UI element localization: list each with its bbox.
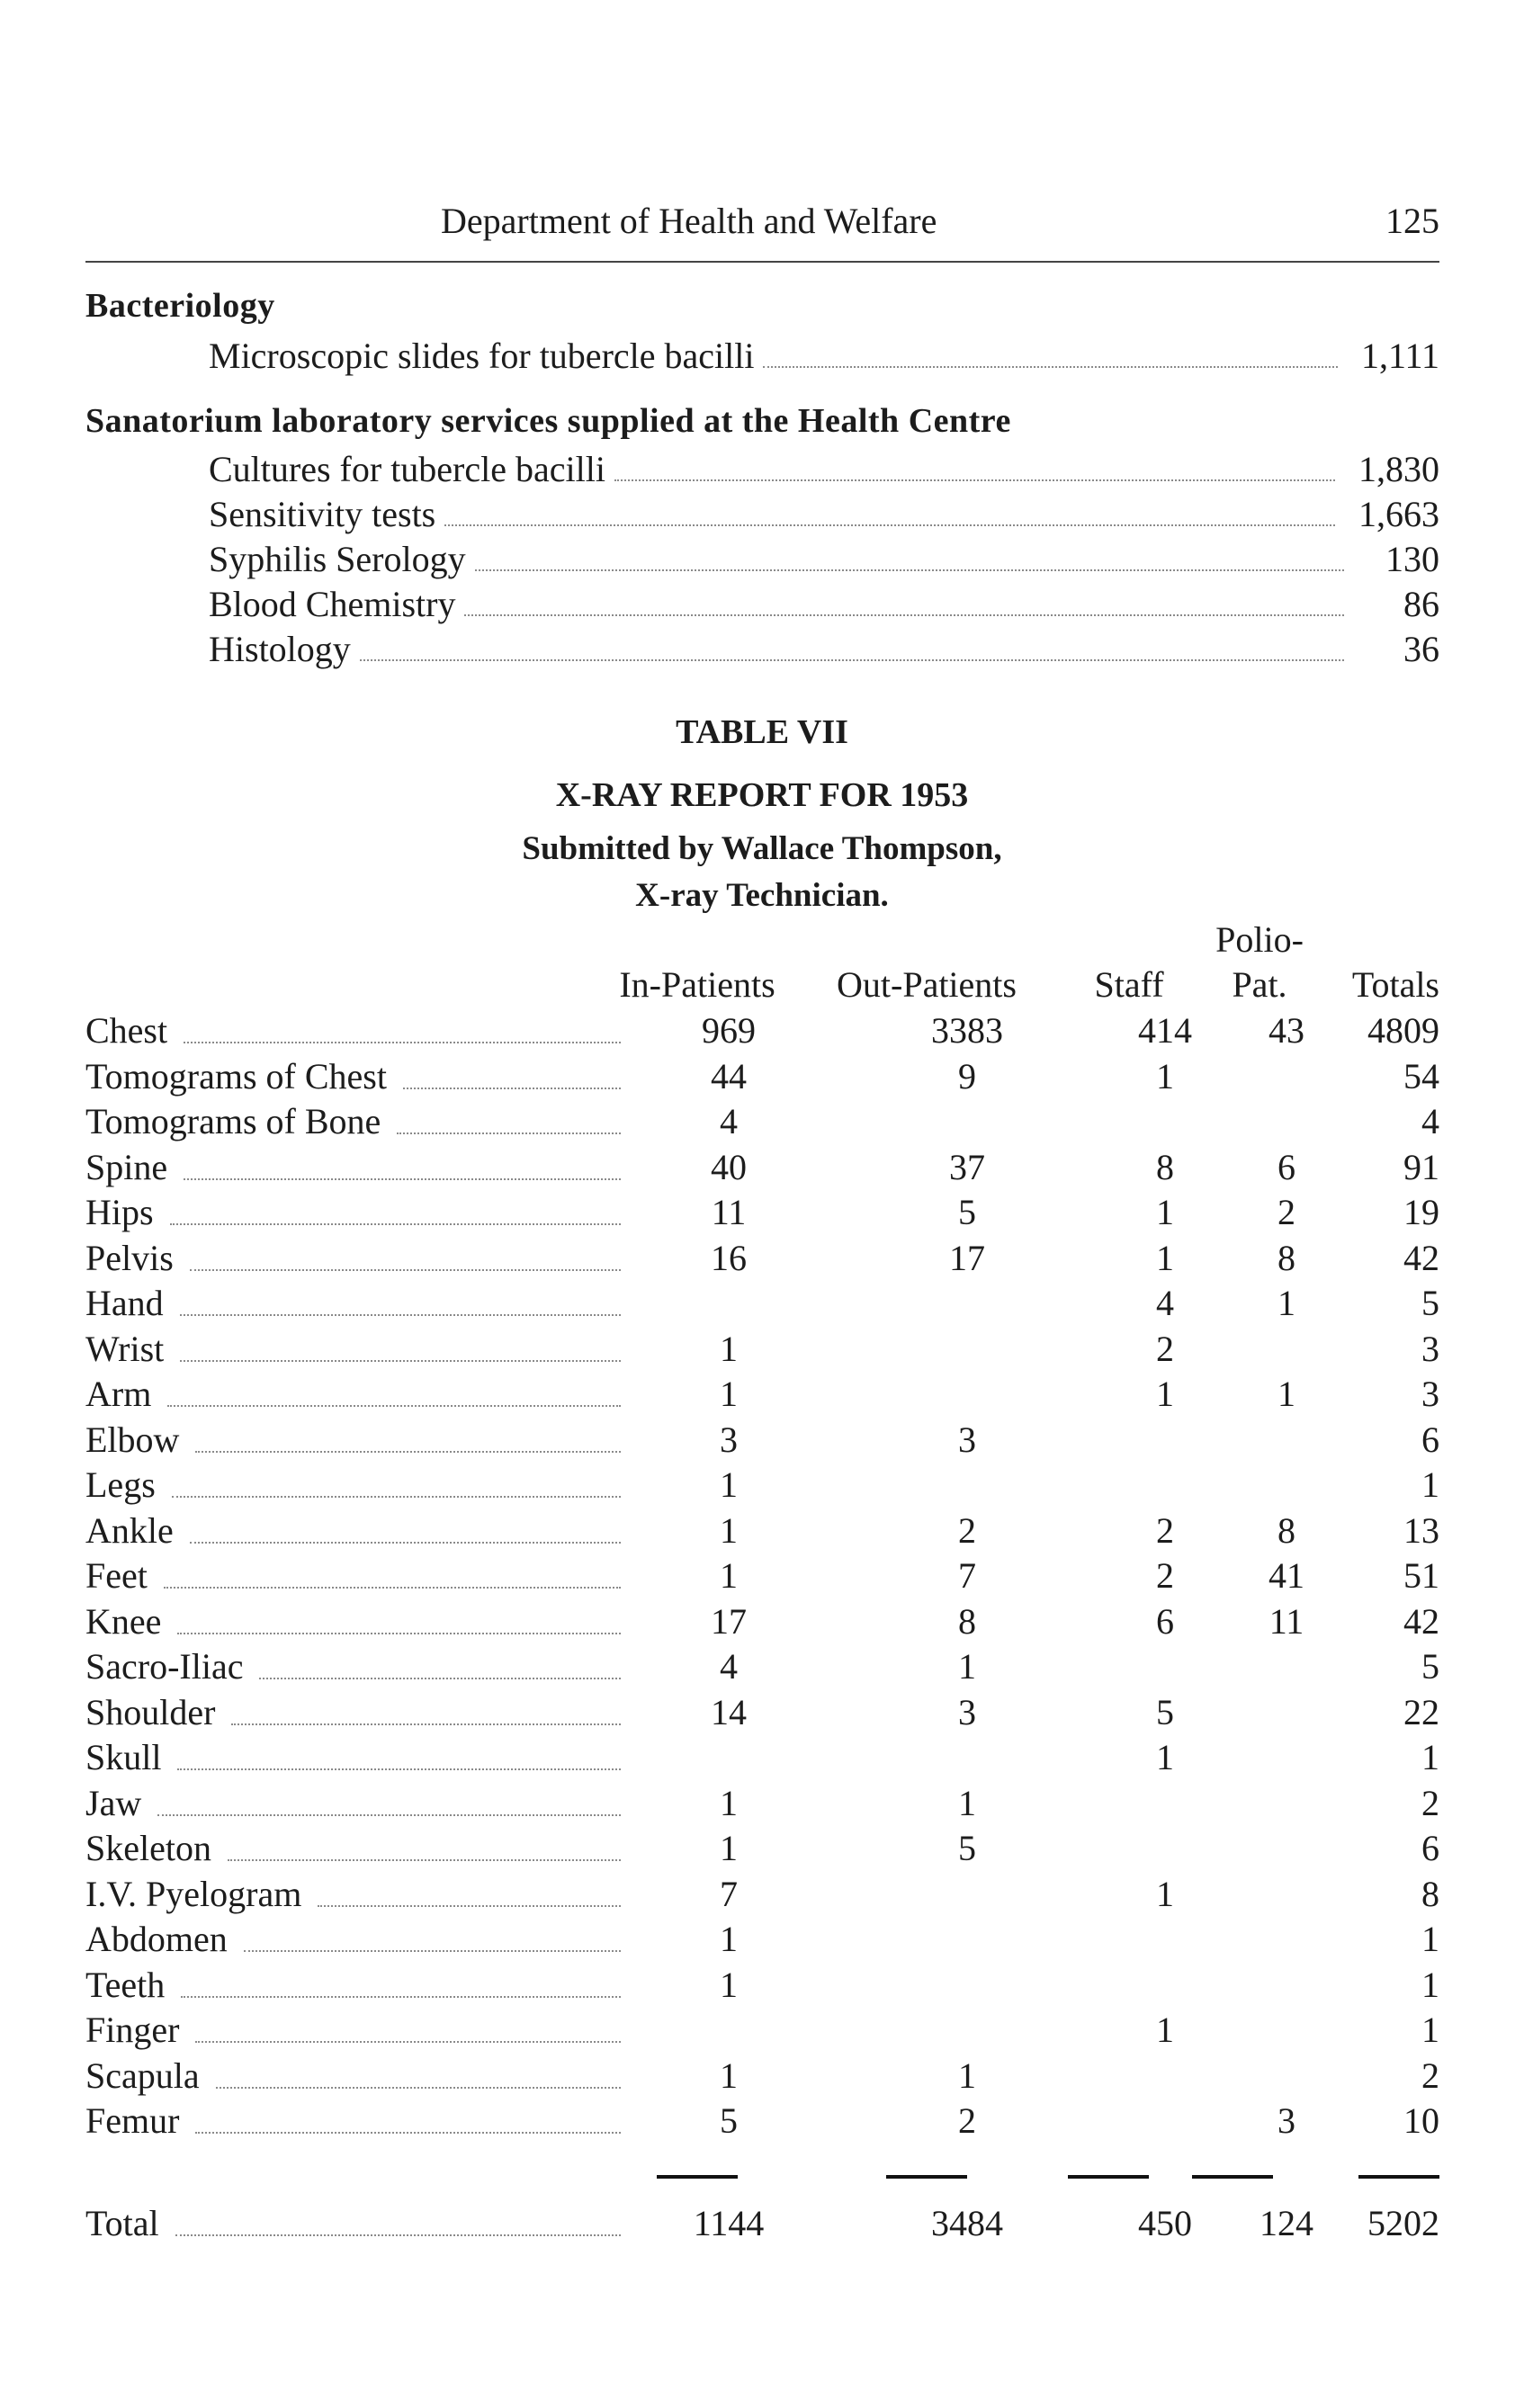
leader-dots	[475, 569, 1344, 571]
totals-cell: 10	[1403, 2100, 1439, 2141]
polio-cell: 1	[1277, 1374, 1295, 1414]
leader-dots	[157, 1814, 621, 1816]
item-value: 1,111	[1360, 336, 1439, 376]
totals-cell: 1	[1421, 1965, 1439, 2005]
running-header	[85, 200, 1439, 250]
in-patients-cell: 7	[720, 1874, 738, 1914]
table-row	[85, 1100, 1439, 1145]
leader-dots	[170, 1223, 621, 1225]
in-patients-cell: 5	[720, 2100, 738, 2141]
out-patients-cell: 5	[958, 1192, 976, 1232]
leader-dots	[244, 1950, 621, 1952]
table-title: X-RAY REPORT FOR 1953	[555, 776, 969, 814]
row-label: I.V. Pyelogram	[85, 1874, 302, 1914]
table-row	[85, 1282, 1439, 1327]
leader-dots	[195, 2132, 621, 2134]
item-label: Sensitivity tests	[209, 494, 436, 534]
polio-cell: 6	[1277, 1147, 1295, 1187]
in-patients-cell: 1	[720, 1329, 738, 1369]
staff-cell: 2	[1156, 1555, 1174, 1596]
total-rule	[1358, 2175, 1439, 2179]
totals-cell: 1	[1421, 1464, 1439, 1505]
leader-dots	[444, 524, 1335, 526]
sanatorium-item	[209, 448, 1439, 493]
totals-cell: 5	[1421, 1283, 1439, 1323]
leader-dots	[464, 614, 1344, 616]
table-row	[85, 2054, 1439, 2099]
leader-dots	[181, 1996, 621, 1998]
col-header-polio-line1: Polio-	[1215, 919, 1304, 960]
totals-cell: 1	[1421, 2010, 1439, 2050]
item-label: Blood Chemistry	[209, 584, 456, 624]
staff-cell: 1	[1156, 1374, 1174, 1414]
table-row	[85, 1782, 1439, 1827]
item-label: Cultures for tubercle bacilli	[209, 449, 605, 489]
in-patients-cell: 4	[720, 1646, 738, 1687]
leader-dots	[231, 1723, 621, 1725]
col-header-totals: Totals	[1351, 964, 1439, 1005]
out-patients-cell: 2	[958, 2100, 976, 2141]
row-label: Hips	[85, 1192, 154, 1232]
in-patients-cell: 1	[720, 1783, 738, 1823]
out-patients-cell: 2	[958, 1510, 976, 1551]
in-patients-cell: 11	[711, 1192, 747, 1232]
col-header-polio-line2: Pat.	[1232, 964, 1287, 1005]
table-technician: X-ray Technician.	[635, 877, 889, 914]
staff-cell: 1	[1156, 1737, 1174, 1777]
out-patients-cell: 3	[958, 1419, 976, 1460]
polio-cell: 8	[1277, 1510, 1295, 1551]
row-label: Sacro-Iliac	[85, 1646, 244, 1687]
bacteriology-item	[209, 335, 1439, 380]
leader-dots	[763, 366, 1338, 368]
table-row	[85, 1055, 1439, 1100]
staff-cell: 5	[1156, 1692, 1174, 1732]
table-row	[85, 2009, 1439, 2054]
table-row	[85, 1191, 1439, 1236]
totals-cell: 3	[1421, 1374, 1439, 1414]
table-row	[85, 2099, 1439, 2144]
leader-dots	[184, 1042, 621, 1043]
total-in-patients: 1144	[693, 2203, 765, 2243]
item-value: 36	[1403, 629, 1439, 669]
in-patients-cell: 44	[711, 1056, 747, 1097]
total-totals: 5202	[1367, 2203, 1439, 2243]
polio-cell: 8	[1277, 1238, 1295, 1278]
table-row	[85, 1146, 1439, 1191]
bacteriology-heading: Bacteriology	[85, 287, 275, 325]
in-patients-cell: 17	[711, 1601, 747, 1642]
leader-dots	[164, 1587, 621, 1589]
row-label: Skull	[85, 1737, 162, 1777]
table-number: TABLE VII	[676, 713, 848, 751]
col-header-out-patients: Out-Patients	[837, 964, 1017, 1005]
in-patients-cell: 1	[720, 1919, 738, 1959]
row-label: Skeleton	[85, 1828, 211, 1868]
row-label: Arm	[85, 1374, 152, 1414]
row-label: Hand	[85, 1283, 164, 1323]
sanatorium-item	[209, 538, 1439, 583]
table-row	[85, 1328, 1439, 1373]
row-label: Tomograms of Chest	[85, 1056, 387, 1097]
table-row	[85, 1918, 1439, 1963]
out-patients-cell: 1	[958, 2055, 976, 2096]
total-rule	[1068, 2175, 1149, 2179]
leader-dots	[180, 1360, 621, 1362]
total-rule	[886, 2175, 967, 2179]
totals-cell: 42	[1403, 1238, 1439, 1278]
totals-cell: 5	[1421, 1646, 1439, 1687]
polio-cell: 3	[1277, 2100, 1295, 2141]
polio-cell: 43	[1269, 1010, 1304, 1051]
header-rule	[85, 261, 1439, 263]
leader-dots	[177, 1633, 621, 1634]
totals-cell: 22	[1403, 1692, 1439, 1732]
table-row	[85, 1009, 1439, 1054]
running-header-title: Department of Health and Welfare	[441, 201, 937, 241]
table-row	[85, 1964, 1439, 2009]
row-label: Knee	[85, 1601, 162, 1642]
leader-dots	[216, 2087, 621, 2089]
totals-cell: 2	[1421, 1783, 1439, 1823]
out-patients-cell: 8	[958, 1601, 976, 1642]
in-patients-cell: 3	[720, 1419, 738, 1460]
table-row	[85, 1419, 1439, 1464]
totals-cell: 51	[1403, 1555, 1439, 1596]
item-label: Syphilis Serology	[209, 539, 466, 579]
staff-cell: 8	[1156, 1147, 1174, 1187]
totals-cell: 3	[1421, 1329, 1439, 1369]
leader-dots	[397, 1132, 621, 1134]
row-label: Legs	[85, 1464, 156, 1505]
item-value: 1,830	[1358, 449, 1439, 489]
out-patients-cell: 5	[958, 1828, 976, 1868]
in-patients-cell: 1	[720, 1464, 738, 1505]
table-row	[85, 1237, 1439, 1282]
out-patients-cell: 1	[958, 1646, 976, 1687]
leader-dots	[228, 1859, 621, 1861]
totals-cell: 1	[1421, 1919, 1439, 1959]
item-value: 86	[1403, 584, 1439, 624]
staff-cell: 414	[1138, 1010, 1192, 1051]
totals-cell: 13	[1403, 1510, 1439, 1551]
leader-dots	[403, 1088, 621, 1089]
total-polio: 124	[1260, 2203, 1313, 2243]
leader-dots	[614, 479, 1335, 481]
totals-cell: 54	[1403, 1056, 1439, 1097]
row-label: Ankle	[85, 1510, 174, 1551]
table-row	[85, 1600, 1439, 1645]
in-patients-cell: 1	[720, 1555, 738, 1596]
total-out-patients: 3484	[931, 2203, 1003, 2243]
row-label: Spine	[85, 1147, 168, 1187]
total-rule	[657, 2175, 738, 2179]
table-row	[85, 1827, 1439, 1872]
out-patients-cell: 1	[958, 1783, 976, 1823]
in-patients-cell: 1	[720, 1510, 738, 1551]
leader-dots	[180, 1314, 621, 1316]
leader-dots	[195, 2041, 621, 2043]
row-label: Finger	[85, 2010, 180, 2050]
row-label: Femur	[85, 2100, 180, 2141]
totals-cell: 42	[1403, 1601, 1439, 1642]
leader-dots	[172, 1496, 621, 1498]
leader-dots	[190, 1542, 621, 1544]
total-rule	[1192, 2175, 1273, 2179]
totals-cell: 91	[1403, 1147, 1439, 1187]
in-patients-cell: 40	[711, 1147, 747, 1187]
totals-cell: 8	[1421, 1874, 1439, 1914]
table-row	[85, 1736, 1439, 1781]
in-patients-cell: 969	[702, 1010, 756, 1051]
in-patients-cell: 14	[711, 1692, 747, 1732]
staff-cell: 6	[1156, 1601, 1174, 1642]
leader-dots	[177, 1768, 621, 1770]
total-row	[85, 2202, 1439, 2247]
totals-cell: 2	[1421, 2055, 1439, 2096]
sanatorium-heading: Sanatorium laboratory services supplied at the Health Centre	[85, 402, 1011, 440]
table-row	[85, 1873, 1439, 1918]
row-label: Chest	[85, 1010, 168, 1051]
item-label: Microscopic slides for tubercle bacilli	[209, 336, 755, 376]
out-patients-cell: 17	[949, 1238, 985, 1278]
table-row	[85, 1464, 1439, 1508]
out-patients-cell: 37	[949, 1147, 985, 1187]
totals-cell: 6	[1421, 1419, 1439, 1460]
table-row	[85, 1373, 1439, 1418]
table-row	[85, 1645, 1439, 1690]
row-label: Teeth	[85, 1965, 166, 2005]
out-patients-cell: 3383	[931, 1010, 1003, 1051]
leader-dots	[360, 659, 1344, 661]
row-label: Pelvis	[85, 1238, 174, 1278]
table-submitted-by: Submitted by Wallace Thompson,	[522, 830, 1002, 867]
row-label: Jaw	[85, 1783, 142, 1823]
in-patients-cell: 1	[720, 2055, 738, 2096]
table-row	[85, 1554, 1439, 1599]
page-number: 125	[1385, 201, 1439, 241]
row-label: Tomograms of Bone	[85, 1101, 381, 1141]
leader-dots	[175, 2234, 621, 2236]
totals-cell: 4	[1421, 1101, 1439, 1141]
total-label: Total	[85, 2203, 159, 2243]
in-patients-cell: 4	[720, 1101, 738, 1141]
staff-cell: 4	[1156, 1283, 1174, 1323]
leader-dots	[318, 1905, 621, 1907]
leader-dots	[259, 1678, 621, 1679]
table-row	[85, 1691, 1439, 1736]
in-patients-cell: 1	[720, 1828, 738, 1868]
staff-cell: 1	[1156, 1056, 1174, 1097]
sanatorium-item	[209, 583, 1439, 628]
polio-cell: 41	[1269, 1555, 1304, 1596]
sanatorium-item	[209, 493, 1439, 538]
polio-cell: 1	[1277, 1283, 1295, 1323]
out-patients-cell: 3	[958, 1692, 976, 1732]
staff-cell: 1	[1156, 1192, 1174, 1232]
totals-cell: 19	[1403, 1192, 1439, 1232]
total-staff: 450	[1138, 2203, 1192, 2243]
row-label: Feet	[85, 1555, 148, 1596]
totals-cell: 6	[1421, 1828, 1439, 1868]
in-patients-cell: 1	[720, 1374, 738, 1414]
leader-dots	[195, 1451, 621, 1453]
col-header-in-patients: In-Patients	[619, 964, 775, 1005]
leader-dots	[167, 1405, 621, 1407]
leader-dots	[190, 1269, 621, 1271]
row-label: Scapula	[85, 2055, 200, 2096]
item-value: 1,663	[1358, 494, 1439, 534]
sanatorium-item	[209, 628, 1439, 673]
totals-cell: 1	[1421, 1737, 1439, 1777]
row-label: Shoulder	[85, 1692, 216, 1732]
staff-cell: 1	[1156, 1874, 1174, 1914]
staff-cell: 1	[1156, 1238, 1174, 1278]
out-patients-cell: 7	[958, 1555, 976, 1596]
staff-cell: 1	[1156, 2010, 1174, 2050]
polio-cell: 2	[1277, 1192, 1295, 1232]
staff-cell: 2	[1156, 1510, 1174, 1551]
totals-cell: 4809	[1367, 1010, 1439, 1051]
row-label: Elbow	[85, 1419, 180, 1460]
leader-dots	[184, 1178, 621, 1180]
in-patients-cell: 1	[720, 1965, 738, 2005]
row-label: Wrist	[85, 1329, 165, 1369]
item-label: Histology	[209, 629, 351, 669]
in-patients-cell: 16	[711, 1238, 747, 1278]
out-patients-cell: 9	[958, 1056, 976, 1097]
polio-cell: 11	[1269, 1601, 1304, 1642]
staff-cell: 2	[1156, 1329, 1174, 1369]
item-value: 130	[1385, 539, 1439, 579]
table-row	[85, 1509, 1439, 1554]
col-header-staff: Staff	[1094, 964, 1164, 1005]
row-label: Abdomen	[85, 1919, 228, 1959]
